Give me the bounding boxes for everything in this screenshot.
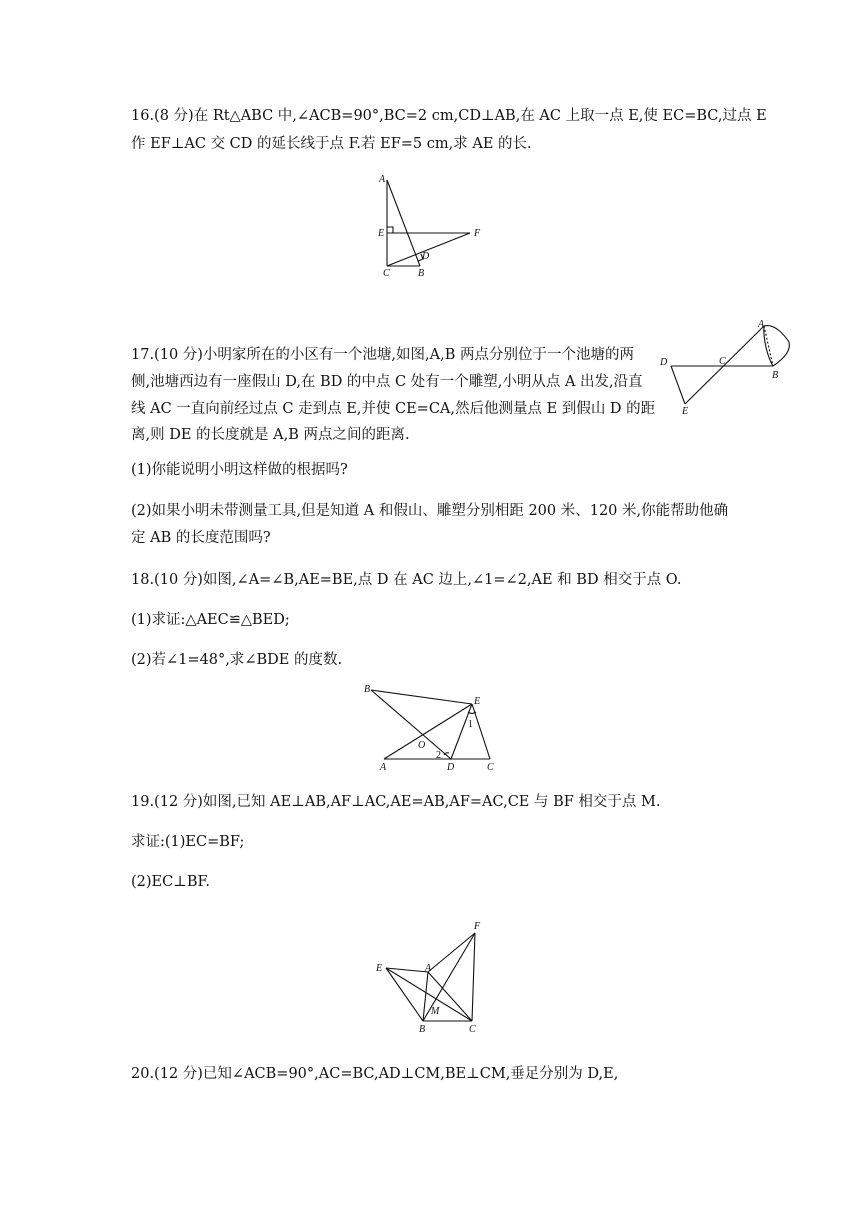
q19-label-M: M [431,1006,440,1017]
q16-text-line2: 作 EF⊥AC 交 CD 的延长线于点 F.若 EF=5 cm,求 AE 的长. [131,136,532,152]
q16-label-F: F [474,228,481,239]
q19-label-C: C [469,1024,476,1035]
q19-label-F: F [474,921,481,932]
q17-sub2-line1: (2)如果小明未带测量工具,但是知道 A 和假山、雕塑分别相距 200 米、120 米,你能帮助他确 [131,503,729,519]
q19-sub1: 求证:(1)EC=BF; [131,834,245,850]
q18-label-A: A [380,762,387,773]
q17-text-line3: 线 AC 一直向前经过点 C 走到点 E,并使 CE=CA,然后他测量点 E 到假山 D 的距 [131,401,656,417]
q18-label-B: B [364,684,371,695]
q19-sub2: (2)EC⊥BF. [131,874,210,890]
q18-label-2: 2 [436,750,441,761]
q20-text-line1: 20.(12 分)已知∠ACB=90°,AC=BC,AD⊥CM,BE⊥CM,垂足分别为 D,E, [131,1066,619,1082]
q17-label-B: B [772,370,779,381]
q16-label-B: B [418,268,425,279]
q19-label-B: B [419,1024,426,1035]
q17-label-E: E [682,406,689,417]
q16-label-E: E [378,228,385,239]
q16-text-line1: 16.(8 分)在 Rt△ABC 中,∠ACB=90°,BC=2 cm,CD⊥AB,在 AC 上取一点 E,使 EC=BC,过点 E [131,108,767,124]
q17-sub2-line2: 定 AB 的长度范围吗? [131,530,271,546]
q18-label-E: E [474,696,481,707]
q19-text-line1: 19.(12 分)如图,已知 AE⊥AB,AF⊥AC,AE=AB,AF=AC,CE 与 BF 相交于点 M. [131,794,661,810]
q17-sub1: (1)你能说明小明这样做的根据吗? [131,462,348,478]
q17-label-A: A [758,319,765,330]
q17-figure [655,318,815,418]
q17-label-D: D [660,357,668,368]
q16-label-C: C [383,268,390,279]
q17-text-line1: 17.(10 分)小明家所在的小区有一个池塘,如图,A,B 两点分别位于一个池塘的两 [131,347,634,363]
q16-label-A: A [379,174,386,185]
q19-figure [370,915,495,1035]
q18-label-O: O [418,740,426,751]
q17-label-C: C [719,356,726,367]
q18-label-D: D [447,762,455,773]
q19-label-E: E [376,963,383,974]
q18-sub1: (1)求证:△AEC≌△BED; [131,612,290,628]
q17-text-line2: 侧,池塘西边有一座假山 D,在 BD 的中点 C 处有一个雕塑,小明从点 A 出发,沿直 [131,374,643,390]
q18-label-C: C [487,762,494,773]
q19-label-A: A [425,963,432,974]
q18-text-line1: 18.(10 分)如图,∠A=∠B,AE=BE,点 D 在 AC 边上,∠1=∠2,AE 和 BD 相交于点 O. [131,572,682,588]
q18-sub2: (2)若∠1=48°,求∠BDE 的度数. [131,652,343,668]
q16-label-D: D [422,251,430,262]
q18-label-1: 1 [468,719,473,730]
q18-figure [360,682,540,777]
q16-figure [360,168,500,283]
q17-text-line4: 离,则 DE 的长度就是 A,B 两点之间的距离. [131,427,410,443]
